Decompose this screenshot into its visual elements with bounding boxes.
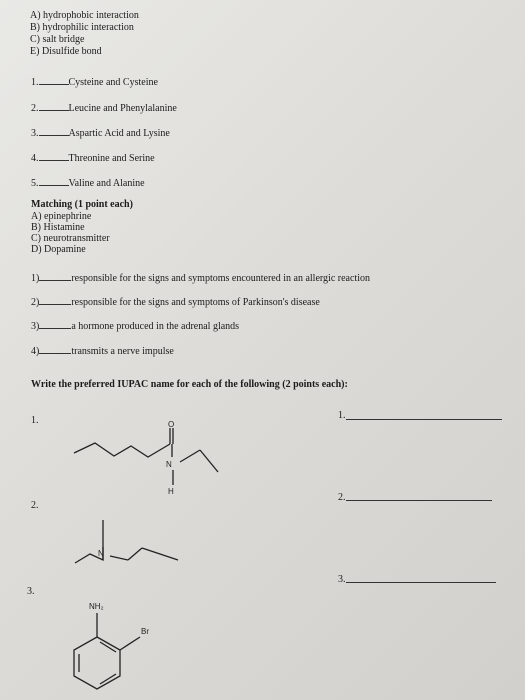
bromine-label: Br [141,627,149,636]
amino-group-label: NH₂ [89,602,104,611]
option-a: A) hydrophobic interaction [30,10,139,21]
matching-item-3: 3) a hormone produced in the adrenal glands [31,321,240,332]
question-number-1: 1. [31,415,39,426]
interaction-item-2: 2. Leucine and Phenylalanine [31,103,177,114]
option-e: E) Disulfide bond [30,46,102,57]
interaction-item-5: 5. Valine and Alanine [31,178,145,189]
matching-option-a: A) epinephrine [31,211,92,222]
matching-heading: Matching (1 point each) [31,199,133,210]
hydrogen-label: H [168,487,174,496]
question-number-3: 3. [27,586,35,597]
oxygen-label: O [168,420,175,429]
interaction-item-4: 4. Threonine and Serine [31,153,155,164]
matching-option-c: C) neurotransmitter [31,233,110,244]
matching-item-4: 4) transmits a nerve impulse [31,346,174,357]
answer-label-2: 2. [338,492,346,503]
matching-option-d: D) Dopamine [31,244,86,255]
option-b: B) hydrophilic interaction [30,22,134,33]
interaction-item-1: 1. Cysteine and Cysteine [31,77,158,88]
interaction-item-3: 3. Aspartic Acid and Lysine [31,128,170,139]
answer-label-3: 3. [338,574,346,585]
nitrogen-label-2: N [98,549,104,558]
question-number-2: 2. [31,500,39,511]
answer-label-1: 1. [338,410,346,421]
iupac-heading: Write the preferred IUPAC name for each of the following (2 points each): [31,379,348,390]
option-c: C) salt bridge [30,34,85,45]
matching-item-2: 2) responsible for the signs and symptoms of Parkinson's disease [31,297,320,308]
matching-option-b: B) Histamine [31,222,85,233]
matching-item-1: 1) responsible for the signs and symptoms encountered in an allergic reaction [31,273,370,284]
nitrogen-label: N [166,460,172,469]
